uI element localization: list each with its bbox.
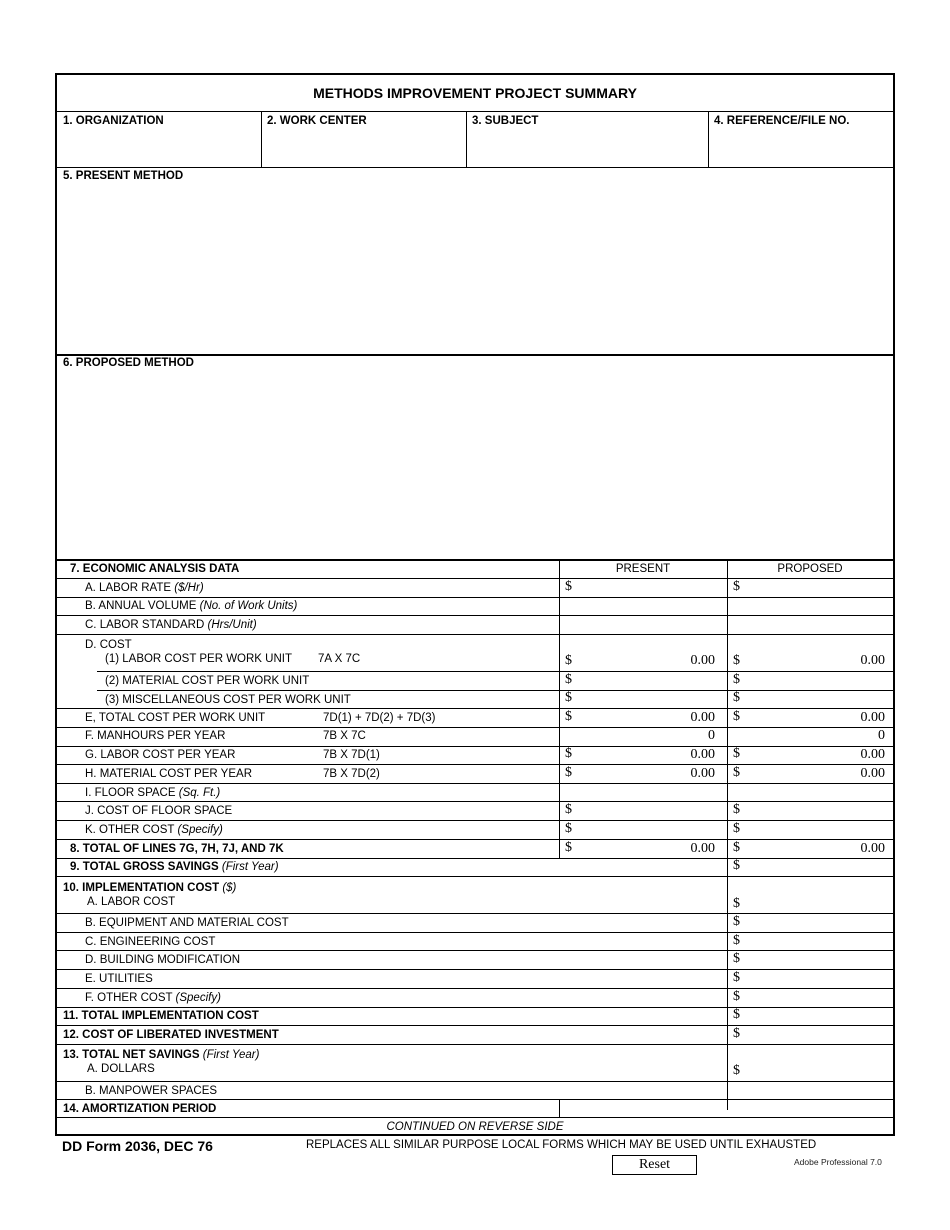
- replaces-note: REPLACES ALL SIMILAR PURPOSE LOCAL FORMS WHICH MAY BE USED UNTIL EXHAUSTED: [306, 1139, 817, 1151]
- impl-f-currency: $: [733, 989, 740, 1004]
- net-manpower-label: B. MANPOWER SPACES: [85, 1085, 218, 1097]
- present-method-label: 5. PRESENT METHOD: [63, 170, 184, 182]
- divider: [727, 559, 728, 1110]
- impl-a-currency: $: [733, 896, 740, 911]
- divider: [57, 913, 893, 914]
- labor-rate-proposed-currency: $: [733, 579, 740, 594]
- proposed-column-header: PROPOSED: [777, 563, 843, 575]
- divider: [57, 746, 893, 747]
- total-cost-per-unit-label: E, TOTAL COST PER WORK UNIT: [85, 712, 266, 724]
- line11-currency: $: [733, 1007, 740, 1022]
- work-center-field[interactable]: [267, 131, 459, 161]
- e-proposed-currency: $: [733, 709, 740, 724]
- divider: [57, 634, 893, 635]
- divider: [57, 969, 893, 970]
- total-cost-per-unit-formula: 7D(1) + 7D(2) + 7D(3): [323, 712, 436, 724]
- divider: [57, 578, 893, 579]
- annual-volume-label: B. ANNUAL VOLUME (No. of Work Units): [85, 600, 298, 612]
- reference-label: 4. REFERENCE/FILE NO.: [714, 115, 850, 127]
- line12-currency: $: [733, 1026, 740, 1041]
- material-cost-per-year-label: H. MATERIAL COST PER YEAR: [85, 768, 253, 780]
- impl-equipment-label: B. EQUIPMENT AND MATERIAL COST: [85, 917, 289, 929]
- impl-building-label: D. BUILDING MODIFICATION: [85, 954, 241, 966]
- divider: [57, 1025, 893, 1026]
- divider: [57, 597, 893, 598]
- line-11-label: 11. TOTAL IMPLEMENTATION COST: [63, 1010, 259, 1022]
- impl-b-currency: $: [733, 914, 740, 929]
- h-present-value: 0.00: [690, 766, 715, 781]
- impl-other-label: F. OTHER COST (Specify): [85, 992, 221, 1004]
- d2-proposed-currency: $: [733, 672, 740, 687]
- line-9-label: 9. TOTAL GROSS SAVINGS (First Year): [70, 861, 279, 873]
- divider: [57, 111, 893, 112]
- divider: [57, 167, 893, 168]
- material-cost-per-year-formula: 7B X 7D(2): [323, 768, 380, 780]
- reset-button[interactable]: Reset: [612, 1155, 697, 1175]
- divider: [57, 950, 893, 951]
- line-12-label: 12. COST OF LIBERATED INVESTMENT: [63, 1029, 279, 1041]
- line8-present-value: 0.00: [690, 841, 715, 856]
- impl-utilities-label: E. UTILITIES: [85, 973, 153, 985]
- divider: [261, 111, 262, 167]
- reference-field[interactable]: [714, 131, 886, 161]
- net-dollars-label: A. DOLLARS: [87, 1063, 155, 1075]
- divider: [57, 559, 893, 561]
- d3-proposed-currency: $: [733, 690, 740, 705]
- d2-present-currency: $: [565, 672, 572, 687]
- continued-note: CONTINUED ON REVERSE SIDE: [386, 1121, 564, 1133]
- net-dollars-currency: $: [733, 1063, 740, 1078]
- divider: [57, 708, 893, 709]
- h-proposed-value: 0.00: [860, 766, 885, 781]
- impl-d-currency: $: [733, 951, 740, 966]
- divider: [57, 858, 893, 859]
- form-id: DD Form 2036, DEC 76: [62, 1138, 213, 1154]
- manhours-per-year-label: F. MANHOURS PER YEAR: [85, 730, 226, 742]
- divider: [57, 839, 893, 840]
- line-10-label: 10. IMPLEMENTATION COST ($): [63, 882, 237, 894]
- d1-present-currency: $: [565, 653, 572, 668]
- divider: [57, 876, 893, 877]
- econ-heading: 7. ECONOMIC ANALYSIS DATA: [70, 563, 240, 575]
- divider: [57, 783, 893, 784]
- k-present-currency: $: [565, 821, 572, 836]
- subject-label: 3. SUBJECT: [472, 115, 539, 127]
- impl-engineering-label: C. ENGINEERING COST: [85, 936, 216, 948]
- d1-proposed-currency: $: [733, 653, 740, 668]
- present-method-field[interactable]: [63, 187, 887, 347]
- e-present-currency: $: [565, 709, 572, 724]
- divider: [559, 1099, 560, 1117]
- form-title: METHODS IMPROVEMENT PROJECT SUMMARY: [313, 85, 637, 101]
- proposed-method-label: 6. PROPOSED METHOD: [63, 357, 194, 369]
- d3-present-currency: $: [565, 690, 572, 705]
- labor-cost-per-year-label: G. LABOR COST PER YEAR: [85, 749, 236, 761]
- g-proposed-value: 0.00: [860, 747, 885, 762]
- divider: [97, 671, 893, 672]
- material-cost-per-unit-label: (2) MATERIAL COST PER WORK UNIT: [105, 675, 310, 687]
- labor-cost-per-year-formula: 7B X 7D(1): [323, 749, 380, 761]
- impl-labor-cost-label: A. LABOR COST: [87, 896, 176, 908]
- line9-currency: $: [733, 858, 740, 873]
- g-present-currency: $: [565, 746, 572, 761]
- floor-space-label: I. FLOOR SPACE (Sq. Ft.): [85, 787, 221, 799]
- line-8-label: 8. TOTAL OF LINES 7G, 7H, 7J, AND 7K: [70, 843, 284, 855]
- labor-rate-label: A. LABOR RATE ($/Hr): [85, 582, 204, 594]
- work-center-label: 2. WORK CENTER: [267, 115, 367, 127]
- divider: [57, 727, 893, 728]
- impl-e-currency: $: [733, 970, 740, 985]
- divider: [57, 615, 893, 616]
- organization-field[interactable]: [63, 131, 255, 161]
- j-proposed-currency: $: [733, 802, 740, 817]
- h-proposed-currency: $: [733, 765, 740, 780]
- producer-note: Adobe Professional 7.0: [794, 1157, 882, 1167]
- f-present-value: 0: [708, 728, 715, 743]
- impl-c-currency: $: [733, 933, 740, 948]
- line8-proposed-currency: $: [733, 840, 740, 855]
- divider: [57, 988, 893, 989]
- labor-rate-present-currency: $: [565, 579, 572, 594]
- labor-standard-label: C. LABOR STANDARD (Hrs/Unit): [85, 619, 257, 631]
- present-column-header: PRESENT: [615, 563, 671, 575]
- h-present-currency: $: [565, 765, 572, 780]
- e-proposed-value: 0.00: [860, 710, 885, 725]
- line-14-label: 14. AMORTIZATION PERIOD: [63, 1103, 217, 1115]
- divider: [57, 764, 893, 765]
- divider: [97, 690, 893, 691]
- line8-proposed-value: 0.00: [860, 841, 885, 856]
- divider: [466, 111, 467, 167]
- divider: [57, 1117, 893, 1118]
- divider: [57, 820, 893, 821]
- form-frame: [55, 73, 895, 1136]
- labor-cost-per-unit-label: (1) LABOR COST PER WORK UNIT: [105, 653, 293, 665]
- divider: [57, 1099, 893, 1100]
- divider: [57, 1044, 893, 1045]
- divider: [57, 932, 893, 933]
- divider: [57, 1007, 893, 1008]
- divider: [57, 801, 893, 802]
- d1-proposed-value: 0.00: [860, 653, 885, 668]
- line8-present-currency: $: [565, 840, 572, 855]
- divider: [559, 559, 560, 859]
- line-13-label: 13. TOTAL NET SAVINGS (First Year): [63, 1049, 260, 1061]
- organization-label: 1. ORGANIZATION: [63, 115, 164, 127]
- d1-present-value: 0.00: [690, 653, 715, 668]
- k-proposed-currency: $: [733, 821, 740, 836]
- manhours-per-year-formula: 7B X 7C: [323, 730, 366, 742]
- other-cost-label: K. OTHER COST (Specify): [85, 824, 223, 836]
- j-present-currency: $: [565, 802, 572, 817]
- divider: [708, 111, 709, 167]
- misc-cost-per-unit-label: (3) MISCELLANEOUS COST PER WORK UNIT: [105, 694, 351, 706]
- cost-of-floor-space-label: J. COST OF FLOOR SPACE: [85, 805, 233, 817]
- divider: [57, 1081, 893, 1082]
- subject-field[interactable]: [472, 131, 702, 161]
- g-proposed-currency: $: [733, 746, 740, 761]
- f-proposed-value: 0: [878, 728, 885, 743]
- e-present-value: 0.00: [690, 710, 715, 725]
- proposed-method-field[interactable]: [63, 374, 887, 552]
- labor-cost-per-unit-formula: 7A X 7C: [318, 653, 361, 665]
- cost-label: D. COST: [85, 639, 132, 651]
- g-present-value: 0.00: [690, 747, 715, 762]
